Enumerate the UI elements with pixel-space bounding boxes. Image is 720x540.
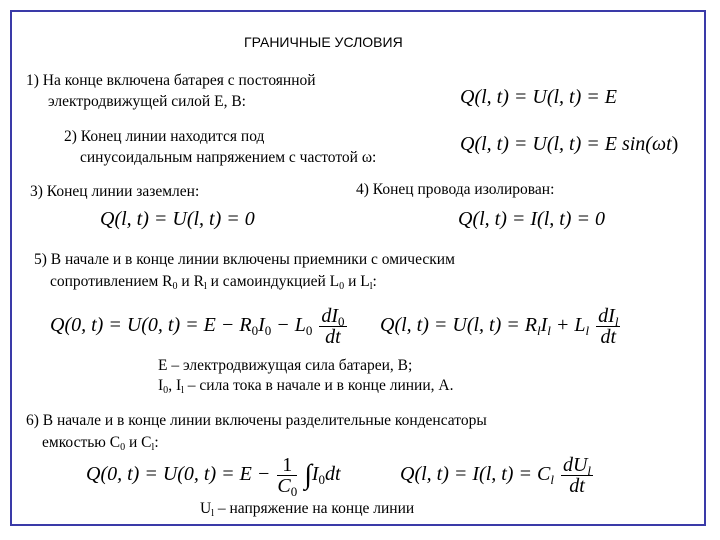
condition-5-note-2: $I_0$, $I_l$ – сила тока в начале и в конце линии, А.	[158, 377, 454, 397]
condition-5-line-2: сопротивлением $R_0$ и $R_l$ и самоиндукцией $L_0$ и $L_l$:	[50, 273, 377, 293]
formula-6-end: Q(l, t) = I(l, $t) = C_l$ $\frac{dU_l}{dt}$	[400, 454, 592, 497]
condition-6-line-1: 6) В начале и в конце линии включены разделительные конденсаторы	[26, 412, 487, 429]
formula-3: Q(l, t) = U(l, t) = 0	[100, 208, 255, 230]
condition-5-note-1: E – электродвижущая сила батареи, В;	[158, 357, 413, 374]
formula-6-start: Q(0, t) = U(0, t) = E − $\frac{1}{C_0}$ $\int I_0dt$	[86, 454, 341, 499]
condition-1-line-1: 1) На конце включена батарея с постоянной	[26, 72, 316, 89]
formula-2: Q(l, t) = U(l, t) = E sin(ωt)	[460, 133, 679, 155]
formula-1: Q(l, t) = U(l, t) = E	[460, 86, 617, 108]
condition-4: 4) Конец провода изолирован:	[356, 181, 555, 198]
page-title: ГРАНИЧНЫЕ УСЛОВИЯ	[244, 34, 403, 50]
condition-2-line-1: 2) Конец линии находится под	[64, 128, 265, 145]
condition-3: 3) Конец линии заземлен:	[30, 183, 200, 200]
formula-5-start: Q(0, t) = U(0, $t) = E - R_0I_0 - L_0$ $\frac{dI_0}{dt}$	[50, 305, 345, 348]
formula-5-end: Q(l, t) = U(l, $t) = R_lI_l + L_l$ $\frac{dI_l}{dt}$	[380, 305, 619, 348]
condition-1-line-2: электродвижущей силой E, В:	[48, 93, 246, 110]
condition-6-note: $U_l$ – напряжение на конце линии	[200, 500, 415, 520]
condition-5-line-1: 5) В начале и в конце линии включены приемники с омическим	[34, 251, 455, 268]
condition-2-line-2: синусоидальным напряжением с частотой ω:	[80, 149, 377, 166]
formula-4: Q(l, t) = I(l, t) = 0	[458, 208, 605, 230]
condition-6-line-2: емкостью $C_0$ и $C_l$:	[42, 434, 159, 454]
